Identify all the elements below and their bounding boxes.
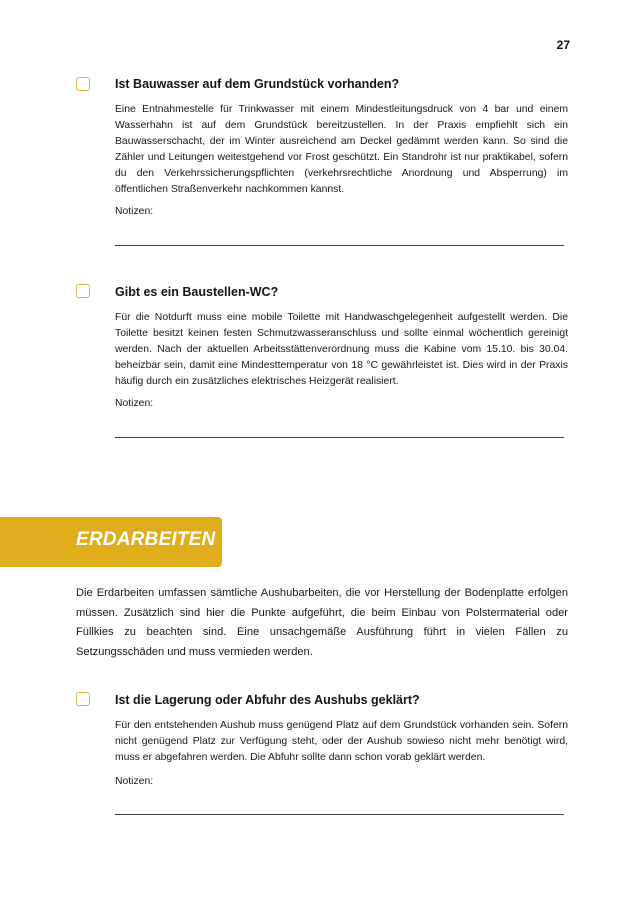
checkbox[interactable] <box>76 77 90 91</box>
checkbox[interactable] <box>76 284 90 298</box>
checkbox[interactable] <box>76 692 90 706</box>
section-intro: Die Erdarbeiten umfassen sämtliche Aushubarbeiten, die vor Herstellung der Bodenplatte erfolgen müssen. Zusätzlich sind hier die Punkte aufgeführt, die beim Einbau von Polstermaterial oder Füllkies zu beachten sind. Eine unsachgemäße Ausführung führt in vielen Fällen zu Setzungsschäden und muss vermieden werden. <box>76 587 568 658</box>
question-title: Ist die Lagerung oder Abfuhr des Aushubs geklärt? <box>115 693 420 707</box>
section-title: ERDARBEITEN <box>76 529 216 550</box>
section-banner <box>0 517 222 567</box>
answer-text: Für die Notdurft muss eine mobile Toilette mit Handwaschgelegenheit aufgestellt werden. Die Toilette besitzt keinen festen Schmutzwasseranschluss und sollte einmal wöchentlich gereinigt werden. Nach der aktuellen Arbeitsstättenverordnung muss die Kabine vom 15.10. bis 30.04. beheizbar sein, damit eine Mindesttemperatur von 18 °C gewährleistet ist. Dies wird in der Praxis häufig durch ein zusätzliches elektrisches Heizgerät realisiert. <box>115 312 568 387</box>
answer-text: Eine Entnahmestelle für Trinkwasser mit einem Mindestleitungsdruck von 4 bar und einem Wasserhahn ist auf dem Grundstück bereitzustellen. In der Praxis empfiehlt sich ein Bauwasserschacht, der im Winter ausreichend am Deckel gedämmt werden kann. So sind die Zähler und Leitungen weitestgehend vor Frost geschützt. Ein Standrohr ist nur praktikabel, sofern du den Verkehrssicherungspflichten (verkehrsrechtliche Anordnung und Absperrung) im öffentlichen Straßenverkehr nachkommen kannst. <box>115 104 568 195</box>
notes-label: Notizen: <box>115 398 154 409</box>
page-number: 27 <box>556 38 570 52</box>
question-title: Gibt es ein Baustellen-WC? <box>115 285 279 299</box>
answer-text: Für den entstehenden Aushub muss genügend Platz auf dem Grundstück vorhanden sein. Sofern nicht genügend Platz zur Verfügung steht, oder der Aushub sowieso nicht mehr benötigt wird, muss er abgefahren werden. Die Abfuhr sollte dann schon vorab geklärt werden. <box>115 720 568 763</box>
notes-line[interactable] <box>115 245 564 246</box>
notes-label: Notizen: <box>115 206 154 217</box>
notes-line[interactable] <box>115 437 564 438</box>
notes-line[interactable] <box>115 814 564 815</box>
notes-label: Notizen: <box>115 776 154 787</box>
question-title: Ist Bauwasser auf dem Grundstück vorhanden? <box>115 77 400 91</box>
